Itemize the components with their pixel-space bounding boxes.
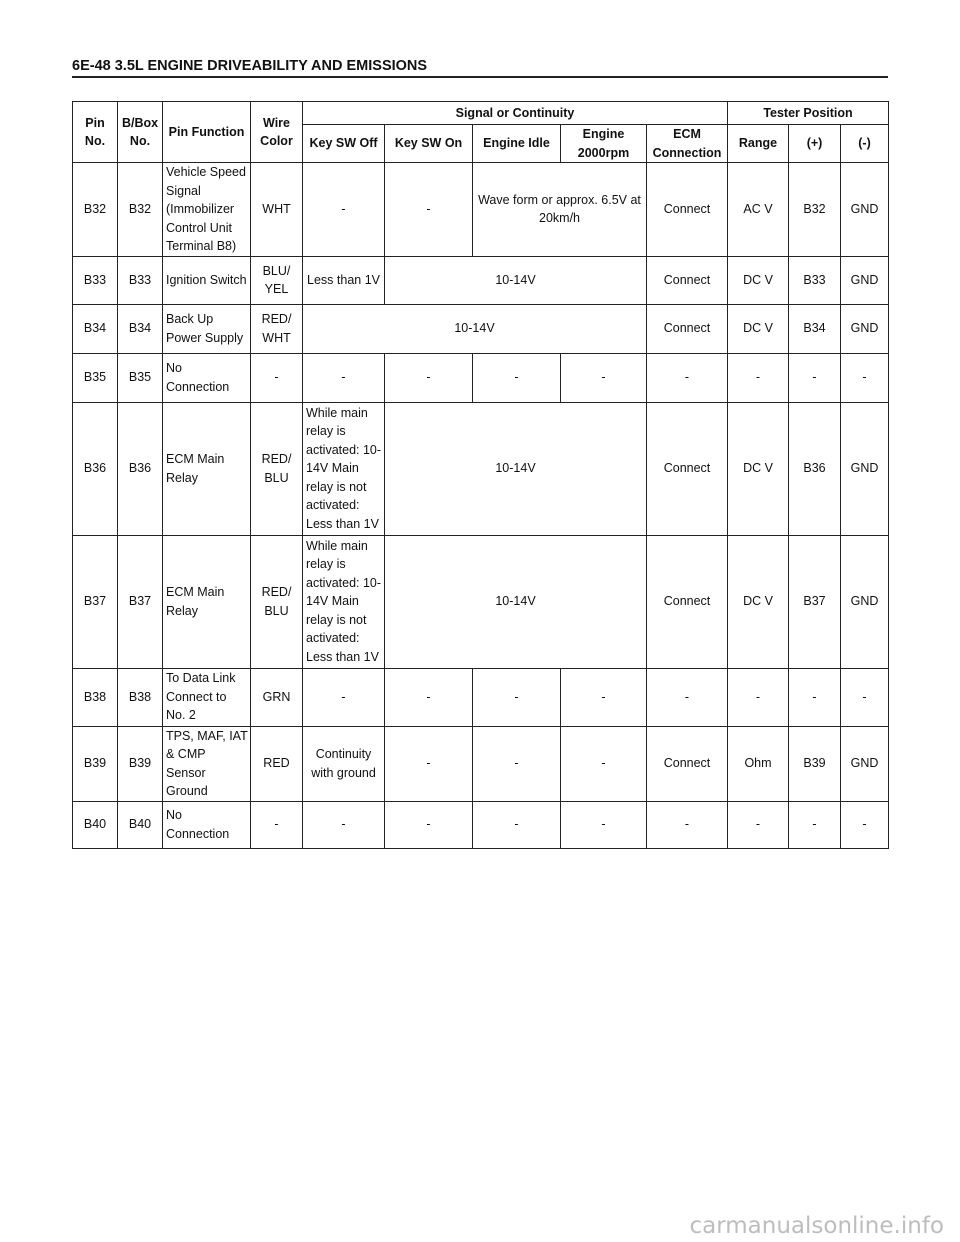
cell-ecm: Connect	[647, 726, 728, 801]
table-row	[73, 402, 889, 535]
cell-pin: B40	[73, 801, 118, 848]
cell-wire: GRN	[251, 668, 303, 726]
cell-pin: B34	[73, 304, 118, 353]
cell-on-idle-2000: 10-14V	[385, 535, 647, 668]
cell-ecm: Connect	[647, 256, 728, 304]
cell-plus: -	[789, 668, 841, 726]
cell-function: ECM Main Relay	[163, 535, 251, 668]
table-row	[73, 668, 889, 726]
cell-on-idle-2000: 10-14V	[385, 402, 647, 535]
cell-minus: GND	[841, 256, 889, 304]
cell-wire: -	[251, 353, 303, 402]
cell-ecm: -	[647, 668, 728, 726]
table-row	[73, 256, 889, 304]
cell-2000rpm: -	[561, 801, 647, 848]
header-minus: (-)	[841, 125, 889, 163]
table-header-row	[73, 102, 889, 125]
cell-minus: -	[841, 668, 889, 726]
header-tester-group: Tester Position	[728, 102, 889, 125]
table-row	[73, 801, 889, 848]
cell-pin: B33	[73, 256, 118, 304]
header-engine-2000: Engine 2000rpm	[561, 125, 647, 163]
cell-plus: B37	[789, 535, 841, 668]
cell-pin: B35	[73, 353, 118, 402]
cell-key-on: -	[385, 163, 473, 257]
cell-ecm: Connect	[647, 402, 728, 535]
header-range: Range	[728, 125, 789, 163]
cell-range: -	[728, 353, 789, 402]
cell-signal: 10-14V	[303, 304, 647, 353]
header-signal-group: Signal or Continuity	[303, 102, 728, 125]
cell-2000rpm: -	[561, 726, 647, 801]
cell-minus: GND	[841, 726, 889, 801]
cell-plus: -	[789, 801, 841, 848]
cell-plus: -	[789, 353, 841, 402]
cell-range: -	[728, 668, 789, 726]
cell-plus: B34	[789, 304, 841, 353]
cell-key-off: Less than 1V	[303, 256, 385, 304]
cell-key-off: While main relay is activated: 10-14V Main relay is not activated: Less than 1V	[303, 535, 385, 668]
cell-range: AC V	[728, 163, 789, 257]
cell-idle: -	[473, 668, 561, 726]
cell-on-idle-2000: 10-14V	[385, 256, 647, 304]
cell-range: DC V	[728, 535, 789, 668]
cell-minus: GND	[841, 304, 889, 353]
cell-pin: B32	[73, 163, 118, 257]
page-title: 6E-48 3.5L ENGINE DRIVEABILITY AND EMISSIONS	[72, 58, 888, 78]
cell-key-off: -	[303, 163, 385, 257]
cell-ecm: -	[647, 801, 728, 848]
cell-2000rpm: -	[561, 353, 647, 402]
cell-box: B37	[118, 535, 163, 668]
cell-plus: B32	[789, 163, 841, 257]
cell-box: B34	[118, 304, 163, 353]
watermark: carmanualsonline.info	[689, 1213, 944, 1239]
header-ecm-connection: ECM Connection	[647, 125, 728, 163]
cell-pin: B39	[73, 726, 118, 801]
cell-function: No Connection	[163, 353, 251, 402]
cell-range: -	[728, 801, 789, 848]
table-row	[73, 535, 889, 668]
cell-function: To Data Link Connect to No. 2	[163, 668, 251, 726]
cell-plus: B36	[789, 402, 841, 535]
cell-wire: RED/ BLU	[251, 402, 303, 535]
table-row	[73, 163, 889, 257]
cell-key-off: Continuity with ground	[303, 726, 385, 801]
header-box-no: B/Box No.	[118, 102, 163, 163]
cell-plus: B39	[789, 726, 841, 801]
cell-function: Ignition Switch	[163, 256, 251, 304]
cell-idle: -	[473, 801, 561, 848]
cell-idle-2000: Wave form or approx. 6.5V at 20km/h	[473, 163, 647, 257]
cell-key-on: -	[385, 726, 473, 801]
header-key-on: Key SW On	[385, 125, 473, 163]
cell-function: ECM Main Relay	[163, 402, 251, 535]
cell-minus: -	[841, 353, 889, 402]
cell-function: No Connection	[163, 801, 251, 848]
cell-2000rpm: -	[561, 668, 647, 726]
cell-box: B35	[118, 353, 163, 402]
cell-wire: RED/ BLU	[251, 535, 303, 668]
cell-box: B36	[118, 402, 163, 535]
table-row	[73, 726, 889, 801]
header-engine-idle: Engine Idle	[473, 125, 561, 163]
cell-ecm: Connect	[647, 535, 728, 668]
cell-key-off: While main relay is activated: 10-14V Main relay is not activated: Less than 1V	[303, 402, 385, 535]
cell-pin: B36	[73, 402, 118, 535]
header-pin-no: Pin No.	[73, 102, 118, 163]
cell-minus: -	[841, 801, 889, 848]
cell-box: B40	[118, 801, 163, 848]
header-key-off: Key SW Off	[303, 125, 385, 163]
cell-pin: B37	[73, 535, 118, 668]
cell-key-off: -	[303, 801, 385, 848]
cell-key-on: -	[385, 353, 473, 402]
cell-wire: RED/ WHT	[251, 304, 303, 353]
cell-key-off: -	[303, 668, 385, 726]
cell-idle: -	[473, 353, 561, 402]
cell-idle: -	[473, 726, 561, 801]
cell-range: Ohm	[728, 726, 789, 801]
cell-function: Vehicle Speed Signal (Immobilizer Control Unit Terminal B8)	[163, 163, 251, 257]
table-row	[73, 353, 889, 402]
cell-minus: GND	[841, 402, 889, 535]
cell-ecm: Connect	[647, 163, 728, 257]
cell-function: TPS, MAF, IAT & CMP Sensor Ground	[163, 726, 251, 801]
header-wire-color: Wire Color	[251, 102, 303, 163]
cell-key-on: -	[385, 668, 473, 726]
cell-range: DC V	[728, 402, 789, 535]
cell-ecm: Connect	[647, 304, 728, 353]
header-plus: (+)	[789, 125, 841, 163]
pin-table	[72, 101, 889, 849]
cell-wire: -	[251, 801, 303, 848]
cell-box: B38	[118, 668, 163, 726]
cell-box: B33	[118, 256, 163, 304]
cell-box: B32	[118, 163, 163, 257]
cell-minus: GND	[841, 535, 889, 668]
header-pin-function: Pin Function	[163, 102, 251, 163]
cell-key-off: -	[303, 353, 385, 402]
cell-wire: RED	[251, 726, 303, 801]
cell-wire: WHT	[251, 163, 303, 257]
cell-range: DC V	[728, 256, 789, 304]
cell-range: DC V	[728, 304, 789, 353]
cell-plus: B33	[789, 256, 841, 304]
cell-function: Back Up Power Supply	[163, 304, 251, 353]
cell-wire: BLU/ YEL	[251, 256, 303, 304]
cell-minus: GND	[841, 163, 889, 257]
cell-pin: B38	[73, 668, 118, 726]
cell-key-on: -	[385, 801, 473, 848]
cell-ecm: -	[647, 353, 728, 402]
cell-box: B39	[118, 726, 163, 801]
table-row	[73, 304, 889, 353]
